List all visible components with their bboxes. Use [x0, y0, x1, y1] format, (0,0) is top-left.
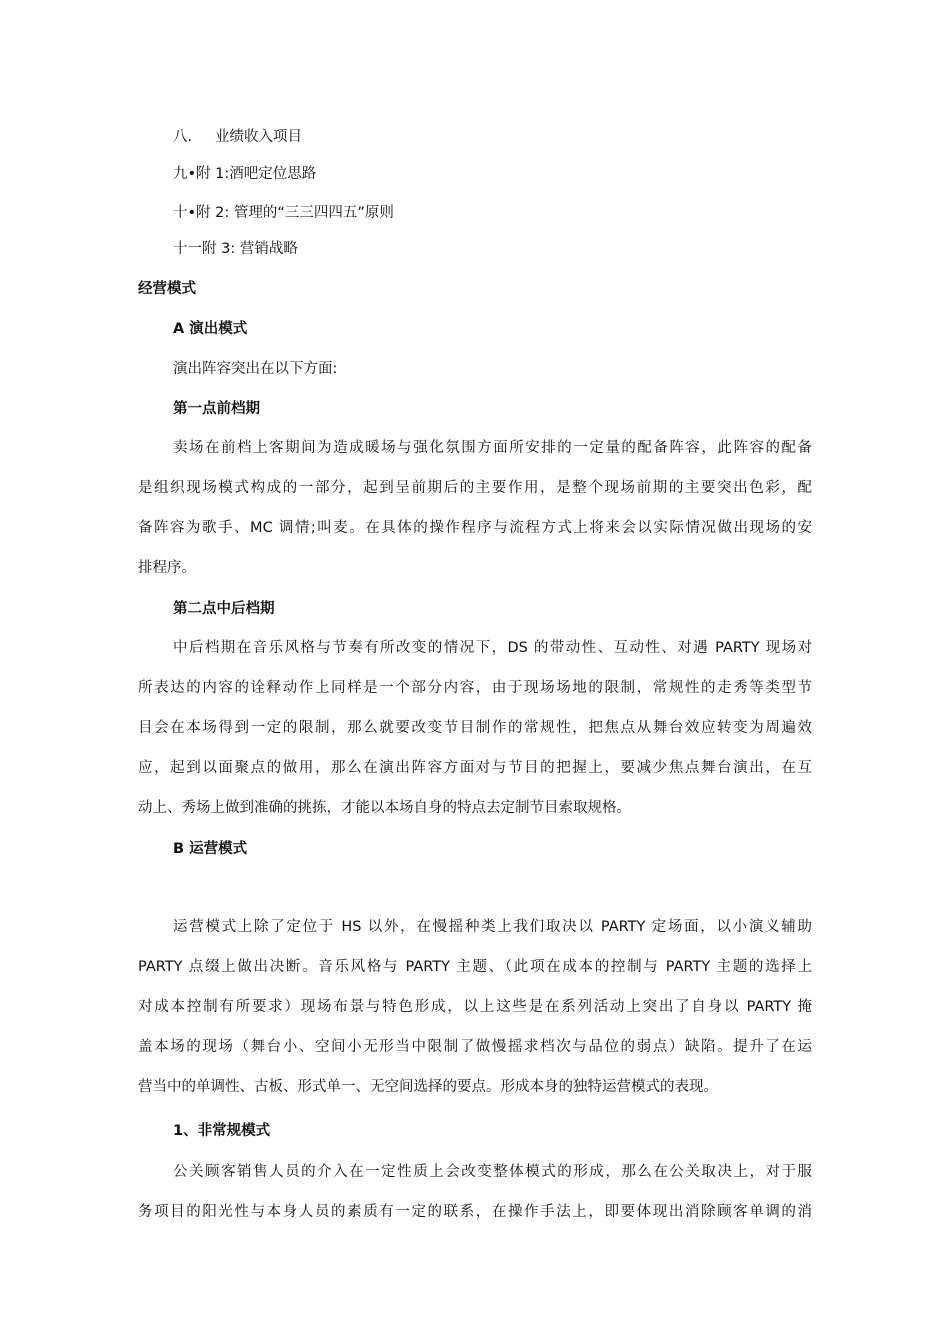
subsection-intro: 演出阵容突出在以下方面:	[173, 361, 338, 377]
section-title: 经营模式	[138, 281, 196, 297]
subsection-title-b: B 运营模式	[173, 841, 248, 857]
mode1-paragraph	[138, 1162, 812, 1242]
paragraph-line: 公关顾客销售人员的介入在一定性质上会改变整体模式的形成，那么在公关取决上，对于服	[173, 1164, 812, 1180]
paragraph-line: 目会在本场得到一定的限制，那么就要改变节目制作的常规性，把焦点从舞台效应转变为周遍效	[138, 720, 812, 736]
paragraph-line: 卖场在前档上客期间为造成暖场与强化氛围方面所安排的一定量的配备阵容，此阵容的配备	[173, 440, 812, 456]
paragraph-line: 是组织现场模式构成的一部分，起到呈前期后的主要作用，是整个现场前期的主要突出色彩，配	[138, 480, 812, 496]
toc-item-number: 八.	[173, 129, 193, 145]
paragraph-line: 务项目的阳光性与本身人员的素质有一定的联系，在操作手法上，即要体现出消除顾客单调的消	[138, 1204, 812, 1220]
paragraph-line: 应，起到以面聚点的做用，那么在演出阵容方面对与节目的把握上，要减少焦点舞台演出，在互	[138, 760, 812, 776]
subsection-title-a: A 演出模式	[173, 321, 248, 337]
operation-mode-paragraph	[138, 917, 812, 1117]
mode1-title: 1、非常规模式	[173, 1123, 271, 1139]
paragraph-line: 所表达的内容的诠释动作上同样是一个部分内容，由于现场场地的限制，常规性的走秀等类型节	[138, 680, 812, 696]
paragraph-line: 盖本场的现场（舞台小、空间小无形当中限制了做慢摇求档次与品位的弱点）缺陷。提升了在运	[138, 1039, 812, 1055]
paragraph-line: 对成本控制有所要求）现场布景与特色形成，以上这些是在系列活动上突出了自身以 PARTY 掩	[138, 999, 812, 1015]
paragraph-line: 营当中的单调性、古板、形式单一、无空间选择的要点。形成本身的独特运营模式的表现。	[138, 1079, 718, 1095]
paragraph-line: PARTY 点缀上做出决断。音乐风格与 PARTY 主题、（此项在成本的控制与 PARTY 主题的选择上	[138, 959, 812, 975]
toc-item-8	[173, 127, 302, 147]
toc-item-text: 业绩收入项目	[215, 129, 302, 145]
paragraph-line: 动上、秀场上做到准确的挑拣，才能以本场自身的特点去定制节目索取规格。	[138, 800, 631, 816]
paragraph-line: 备阵容为歌手、MC 调情;叫麦。在具体的操作程序与流程方式上将来会以实际情况做出现场的安	[138, 520, 812, 536]
point2-title: 第二点中后档期	[173, 601, 275, 617]
toc-item-10: 十•附 2: 管理的“三三四四五”原则	[173, 205, 394, 221]
paragraph-line: 中后档期在音乐风格与节奏有所改变的情况下，DS 的带动性、互动性、对遇 PARTY 现场对	[173, 640, 812, 656]
toc-item-11: 十一附 3: 营销战略	[173, 241, 298, 257]
point1-paragraph	[138, 438, 812, 598]
toc-item-9: 九•附 1:酒吧定位思路	[173, 166, 317, 182]
paragraph-line: 排程序。	[138, 560, 196, 576]
point2-paragraph	[138, 638, 812, 838]
paragraph-line: 运营模式上除了定位于 HS 以外，在慢摇种类上我们取决以 PARTY 定场面，以小演义辅助	[173, 919, 812, 935]
point1-title: 第一点前档期	[173, 401, 260, 417]
